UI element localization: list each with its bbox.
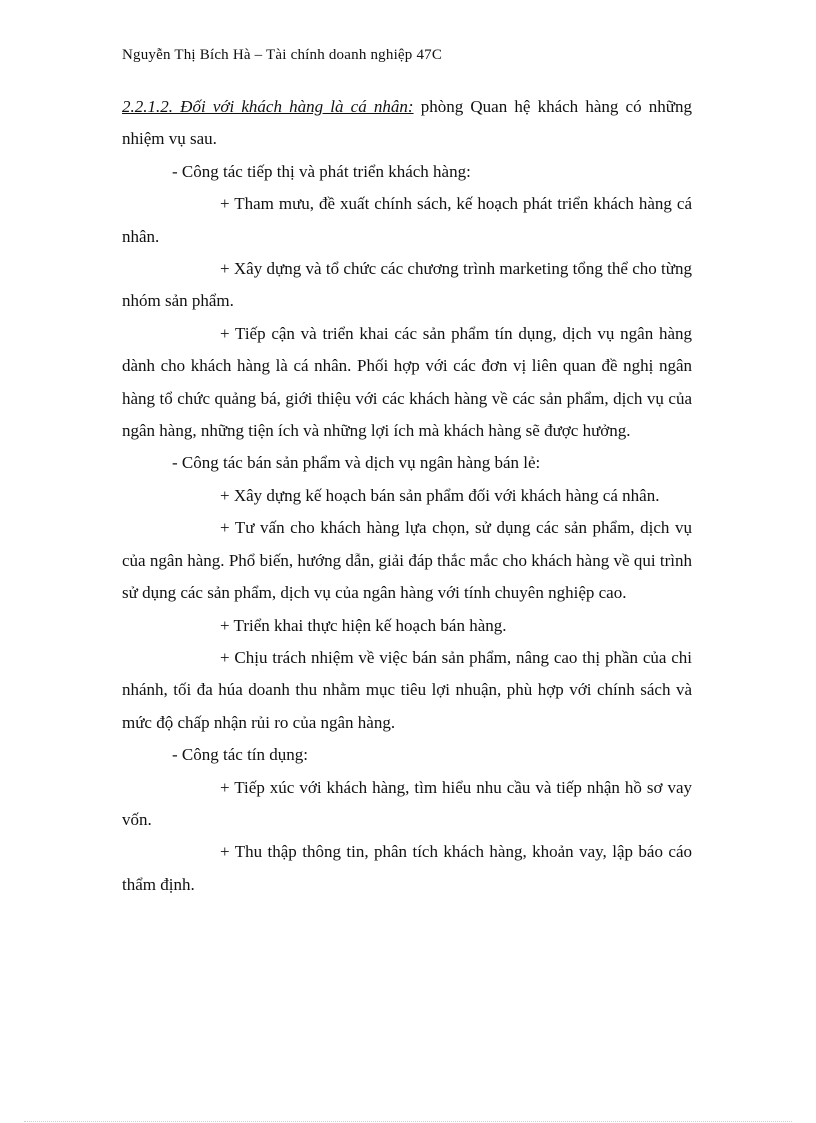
- paragraph-sales-item-1: + Xây dựng kế hoạch bán sản phẩm đối với khách hàng cá nhân.: [220, 485, 660, 505]
- paragraph-sales-item-4: + Chịu trách nhiệm về việc bán sản phẩm, nâng cao thị phần của chi nhánh, tối đa húa doanh thu nhằm mục tiêu lợi nhuận, phù hợp với chính sách và mức độ chấp nhận rủi ro của ngân hàng.: [122, 647, 692, 732]
- paragraph-sales-item-3: + Triển khai thực hiện kế hoạch bán hàng.: [220, 615, 507, 635]
- paragraph-sales-title: - Công tác bán sản phẩm và dịch vụ ngân hàng bán lẻ:: [172, 453, 541, 473]
- paragraph-sales-item-2: + Tư vấn cho khách hàng lựa chọn, sử dụng các sản phẩm, dịch vụ của ngân hàng. Phổ biến, hướng dẫn, giải đáp thắc mắc cho khách hàng về qui trình sử dụng các sản phẩm, dịch vụ của ngân hàng với tính chuyên nghiệp cao.: [122, 518, 692, 603]
- paragraph-credit-item-1: + Tiếp xúc với khách hàng, tìm hiểu nhu cầu và tiếp nhận hồ sơ vay vốn.: [122, 777, 692, 829]
- section-heading: 2.2.1.2. Đối với khách hàng là cá nhân:: [122, 97, 414, 116]
- paragraph-credit-item-2: + Thu thập thông tin, phân tích khách hàng, khoản vay, lập báo cáo thẩm định.: [122, 842, 692, 894]
- section-heading-paragraph: [122, 91, 692, 156]
- paragraph-marketing-title: - Công tác tiếp thị và phát triển khách hàng:: [172, 161, 471, 181]
- paragraph-marketing-item-1: + Tham mưu, đề xuất chính sách, kế hoạch phát triển khách hàng cá nhân.: [122, 194, 692, 246]
- paragraph-marketing-item-2: + Xây dựng và tổ chức các chương trình marketing tổng thể cho từng nhóm sản phẩm.: [122, 259, 692, 311]
- paragraph-credit-title: - Công tác tín dụng:: [172, 745, 308, 765]
- paragraph-marketing-item-3: + Tiếp cận và triển khai các sản phẩm tín dụng, dịch vụ ngân hàng dành cho khách hàng là cá nhân. Phối hợp với các đơn vị liên quan đề nghị ngân hàng tổ chức quảng bá, giới thiệu với các khách hàng về các sản phẩm, dịch vụ của ngân hàng, những tiện ích và những lợi ích mà khách hàng sẽ được hưởng.: [122, 323, 692, 441]
- page-header: Nguyễn Thị Bích Hà – Tài chính doanh nghiệp 47C: [122, 47, 443, 63]
- document-body: [122, 91, 692, 901]
- page-bottom-divider: [24, 1121, 792, 1122]
- section-intro: phòng Quan hệ khách hàng có những nhiệm vụ sau.: [122, 97, 692, 149]
